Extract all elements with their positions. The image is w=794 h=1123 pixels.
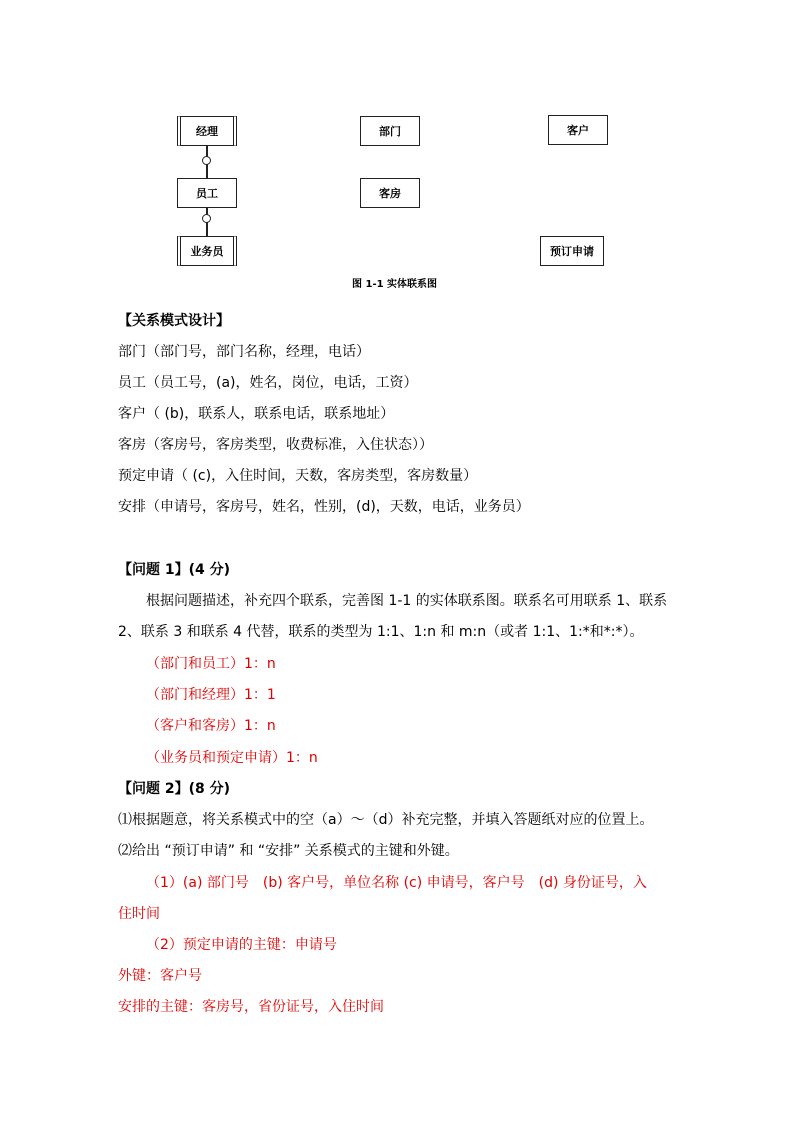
- entity-customer: 客户: [548, 115, 608, 145]
- relation-customer: 客户（ (b)，联系人，联系电话，联系地址）: [118, 406, 395, 422]
- q2-answer2-line3: 安排的主键：客房号，省份证号，入住时间: [118, 999, 384, 1015]
- q1-heading: 【问题 1】(4 分): [118, 562, 231, 578]
- q1-answer: （部门和员工）1：n: [146, 656, 276, 672]
- entity-employee: 员工: [177, 178, 237, 208]
- q2-heading: 【问题 2】(8 分): [118, 781, 231, 797]
- q2-item2: ⑵给出 “预订申请” 和 “安排” 关系模式的主键和外键。: [118, 843, 459, 859]
- relation-employee: 员工（员工号，(a)，姓名，岗位，电话，工资）: [118, 375, 418, 391]
- q2-answer2-line2: 外键：客户号: [118, 968, 202, 984]
- relation-booking: 预定申请（ (c)，入住时间，天数，客房类型，客房数量）: [118, 468, 478, 484]
- q2-answer1-line1: （1）(a) 部门号 (b) 客户号，单位名称 (c) 申请号，客户号 (d) 身份证号，入: [146, 875, 647, 891]
- entity-booking: 预订申请: [540, 236, 604, 266]
- entity-department: 部门: [360, 116, 420, 146]
- specialization-circle-salesperson: [202, 214, 211, 223]
- q1-answer: （业务员和预定申请）1：n: [146, 750, 318, 766]
- q2-answer2-line1: （2）预定申请的主键：申请号: [146, 937, 337, 953]
- q1-text-line2: 2、联系 3 和联系 4 代替，联系的类型为 1:1、1:n 和 m:n（或者 1:1、1:*和*:*）。: [118, 624, 644, 640]
- specialization-circle-manager: [202, 156, 211, 165]
- q1-text-line1: 根据问题描述，补充四个联系，完善图 1-1 的实体联系图。联系名可用联系 1、联系: [146, 593, 668, 609]
- entity-manager: 经理: [177, 116, 237, 146]
- entity-guestroom: 客房: [360, 178, 420, 208]
- relation-guestroom: 客房（客房号，客房类型，收费标准，入住状态））: [118, 437, 433, 453]
- q1-answer: （客户和客房）1：n: [146, 718, 276, 734]
- figure-caption: 图 1-1 实体联系图: [352, 279, 438, 290]
- entity-salesperson: 业务员: [177, 236, 237, 266]
- q2-answer1-line2: 住时间: [118, 906, 160, 922]
- relational-heading: 【关系模式设计】: [118, 313, 230, 329]
- q2-item1: ⑴根据题意，将关系模式中的空（a）～（d）补充完整，并填入答题纸对应的位置上。: [118, 812, 654, 828]
- relation-arrangement: 安排（申请号，客房号，姓名，性别，(d)，天数，电话，业务员）: [118, 499, 530, 515]
- relation-department: 部门（部门号，部门名称，经理，电话）: [118, 344, 370, 360]
- q1-answer: （部门和经理）1：1: [146, 687, 276, 703]
